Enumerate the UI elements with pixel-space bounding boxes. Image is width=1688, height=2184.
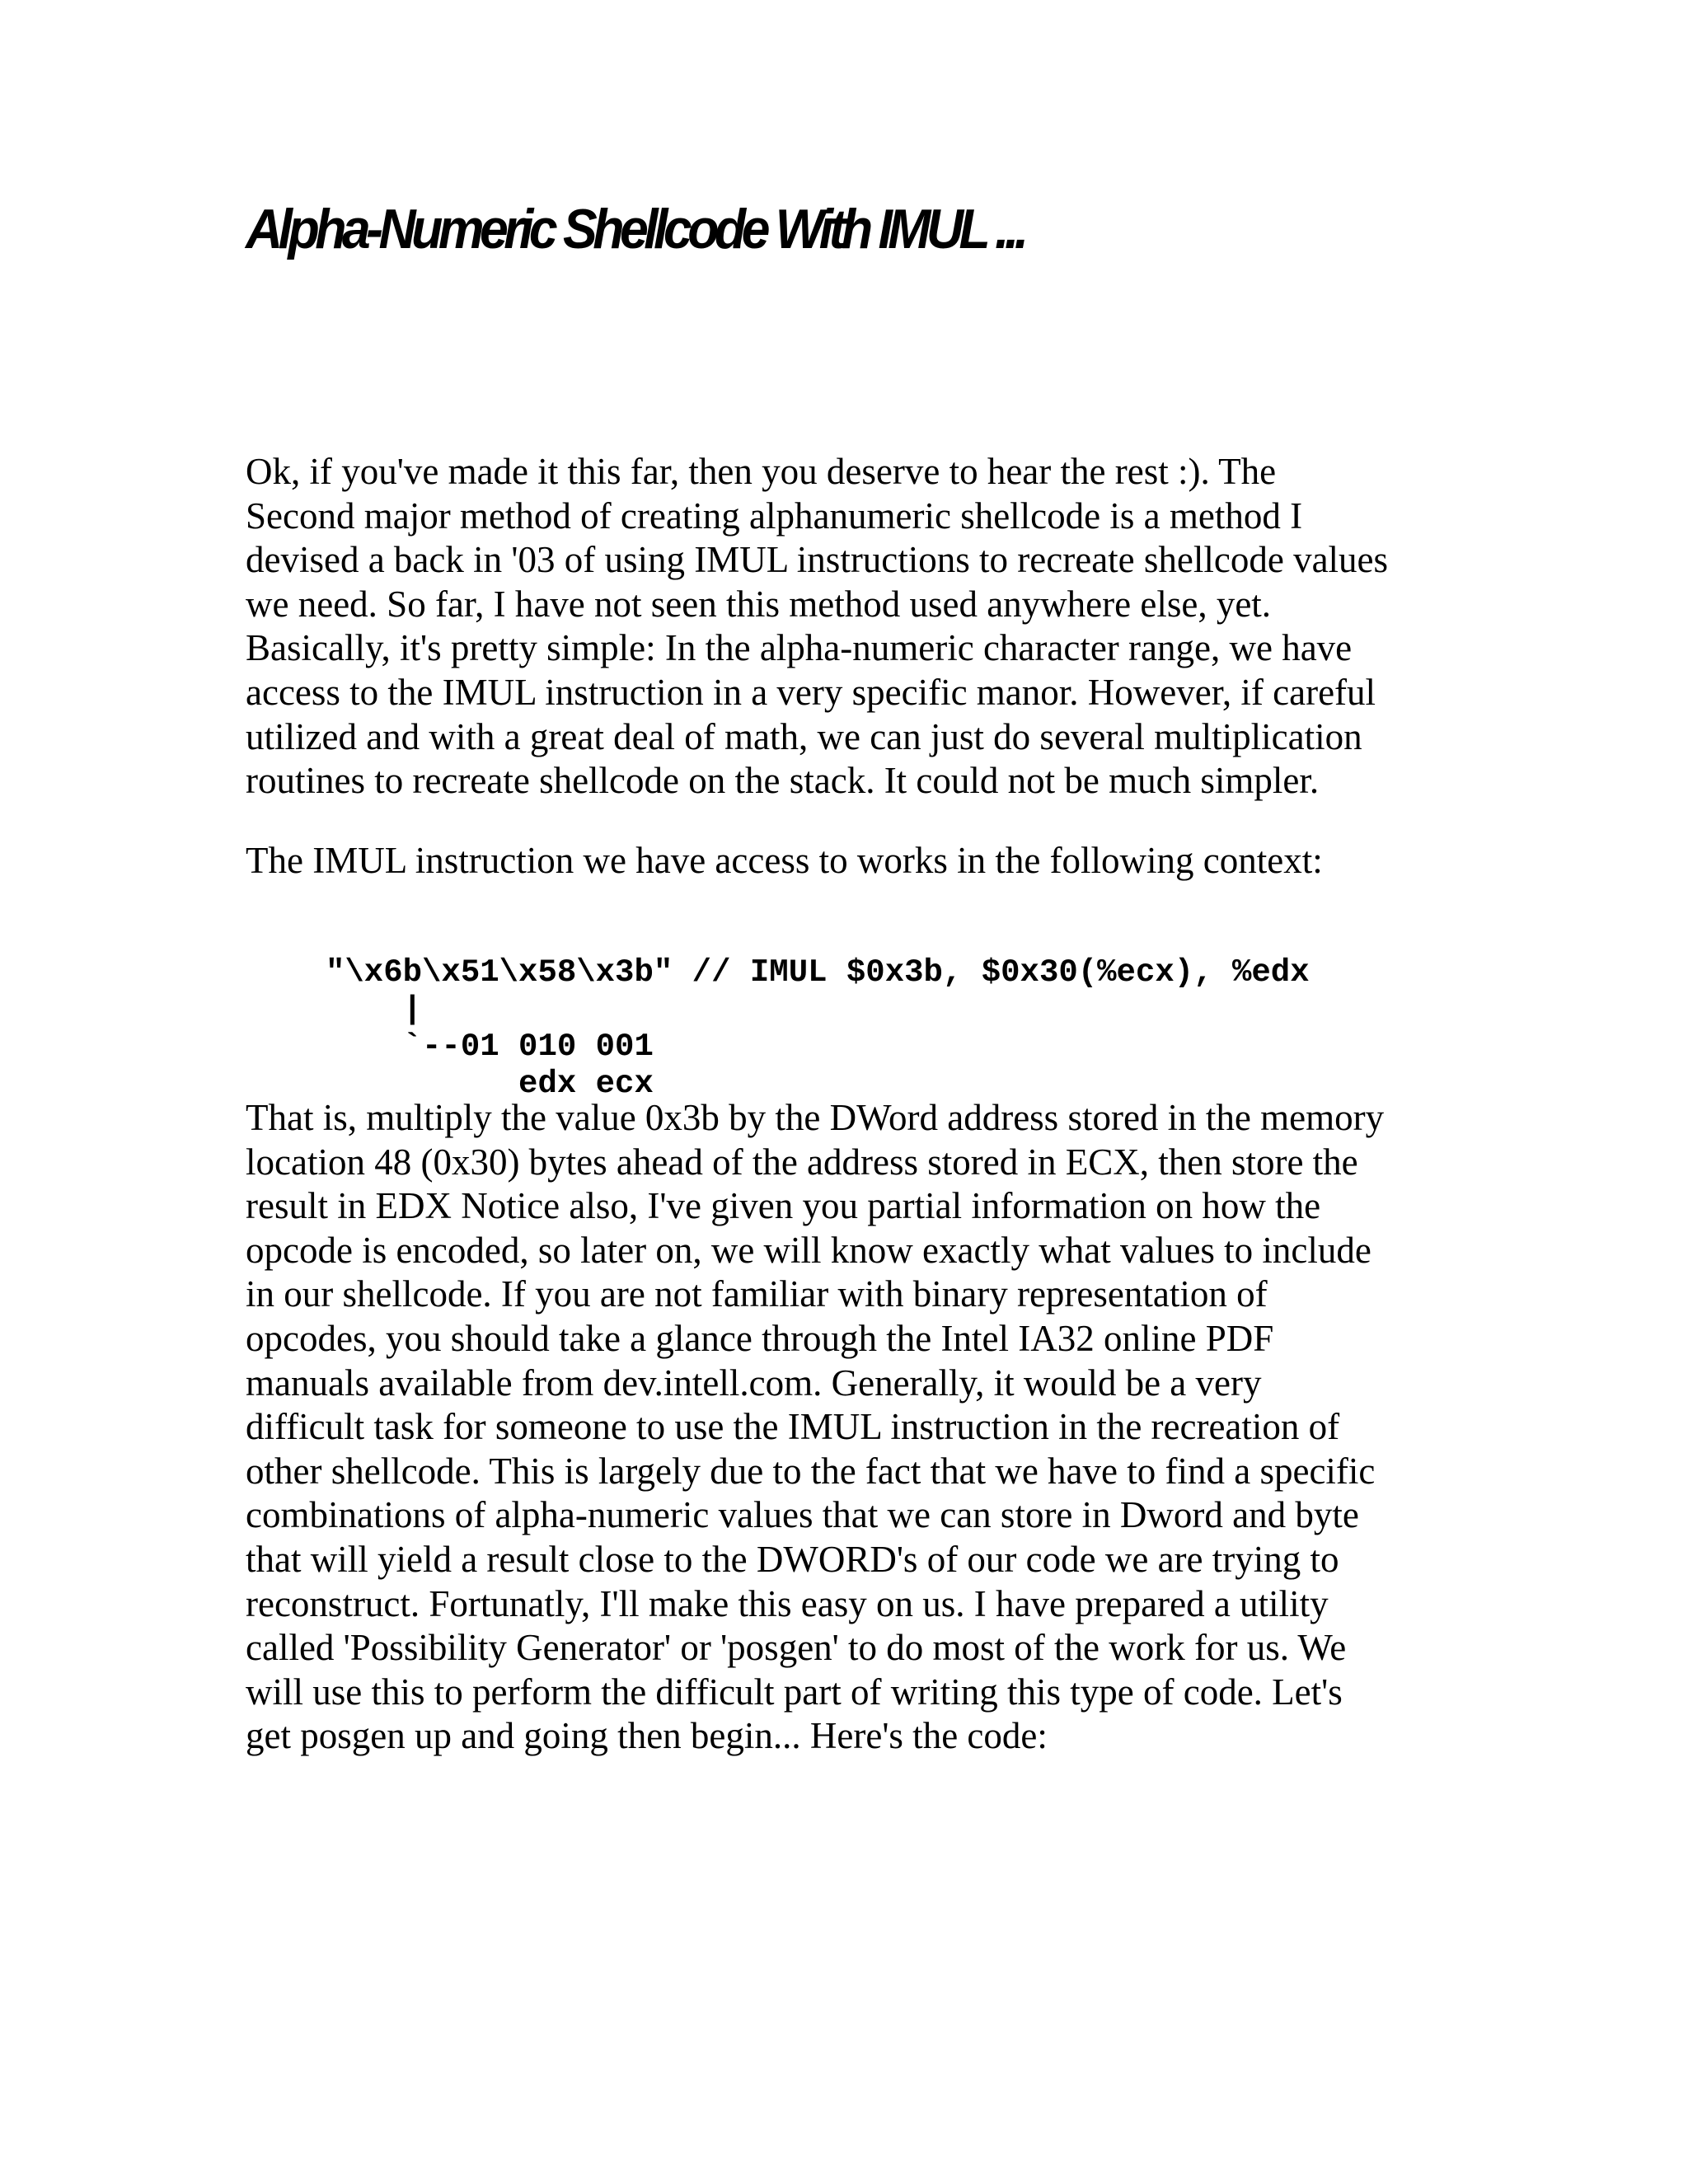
- context-paragraph: The IMUL instruction we have access to works in the following context:: [246, 840, 1323, 881]
- intro-paragraph: Ok, if you've made it this far, then you deserve to hear the rest :). The Second major method of creating alphanumeric shellcode is a method I devised a back in '03 of using IMUL instructions to recreate shellcode values we need. So far, I have not seen this method used anywhere else, yet. Basically, it's pretty simple: In the alpha-numeric character range, we have access to the IMUL instruction in a very specific manor. However, if careful utilized and with a great deal of math, we can just do several multiplication routines to recreate shellcode on the stack. It could not be much simpler.: [246, 451, 1389, 802]
- explanation-paragraph: That is, multiply the value 0x3b by the DWord address stored in the memory location 48 (0x30) bytes ahead of the address stored in ECX, then store the result in EDX Notice also, I've given you partial information on how the opcode is encoded, so later on, we will know exactly what values to include in our shellcode. If you are not familiar with binary representation of opcodes, you should take a glance through the Intel IA32 online PDF manuals available from dev.intell.com. Generally, it would be a very difficult task for someone to use the IMUL instruction in the recreation of other shellcode. This is largely due to the fact that we have to find a specific combinations of alpha-numeric values that we can store in Dword and byte that will yield a result close to the DWORD's of our code we are trying to reconstruct. Fortunatly, I'll make this easy on us. I have prepared a utility called 'Possibility Generator' or 'posgen' to do most of the work for us. We will use this to perform the difficult part of writing this type of code. Let's get posgen up and going then begin... Here's the code:: [246, 1097, 1385, 1757]
- page-title: Alpha-Numeric Shellcode With IMUL ...: [246, 198, 1025, 260]
- code-block: "\x6b\x51\x58\x3b" // IMUL $0x3b, $0x30(%ecx), %edx | `--01 010 001 edx ecx: [326, 954, 1310, 1102]
